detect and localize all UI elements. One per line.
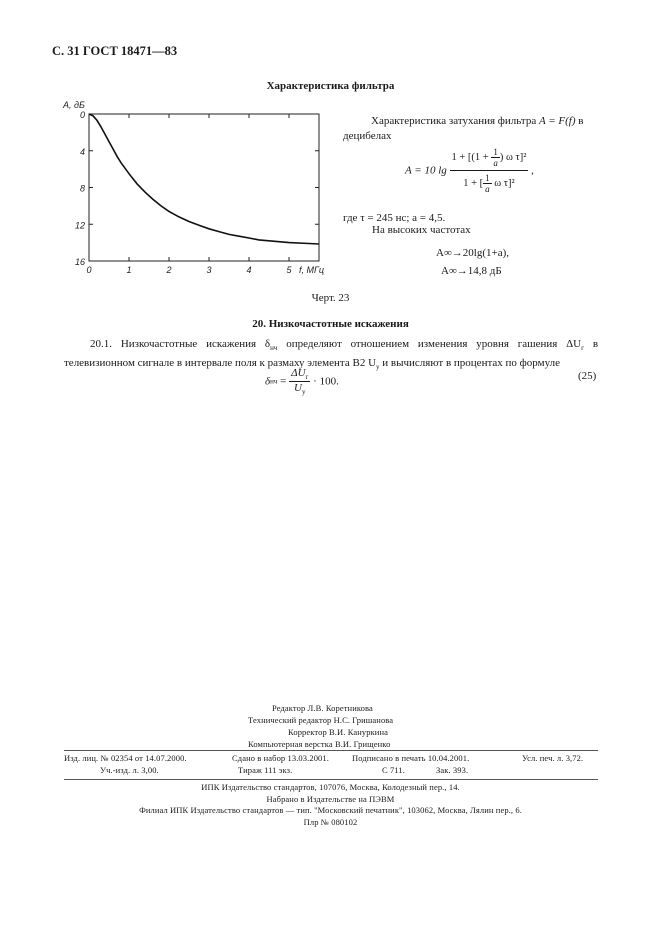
x-tick-label: 0 (86, 265, 92, 275)
y-axis-label: A, дБ (63, 100, 85, 110)
y-tick-label: 0 (79, 110, 85, 120)
section-title-filter: Характеристика фильтра (266, 80, 395, 92)
formula-lhs: A = 10 lg (405, 164, 447, 177)
x-tick-label: 4 (246, 265, 252, 275)
paragraph-20-1: 20.1. Низкочастотные искажения $\delta_{нч}$ определяют отношением изменения уровня гашения $\Delta U_г$ в телевизионном сигнале в интервале поля к размаху элемента В2 $U_у$ и вычисляют в процентах по формуле (64, 338, 599, 372)
equation-number: (25) (578, 370, 597, 382)
figure-caption: Черт. 23 (311, 292, 350, 304)
editor-line: Редактор Л.В. Коретникова (272, 703, 373, 713)
filter-description: Характеристика затухания фильтра A = F(f) в децибелах (343, 115, 584, 142)
limit-1: A∞→20lg(1+a), (436, 247, 510, 259)
y-tick-label: 16 (74, 257, 85, 267)
hf-text: На высоких частотах (372, 224, 471, 236)
section-title-20: 20. Низкочастотные искажения (252, 318, 409, 330)
editor-line: Корректор В.И. Кануркина (288, 727, 388, 737)
x-axis-label: f, МГц (299, 265, 325, 275)
x-tick-label: 2 (166, 265, 172, 275)
where-text: где τ = 245 нс; a = 4,5. (343, 212, 446, 224)
formula-25: δнч = $\frac{\Delta U_г}{U_у}$ · 100. (265, 367, 339, 397)
filter-formula: A = 10 lg 1 + [(1 + $\frac{1}{a}$ ) ω τ]² 1 + [ $\frac{1}{a}$ ω τ]² , (405, 147, 534, 194)
attenuation-chart (58, 96, 330, 282)
filter-description-text: Характеристика затухания фильтра (371, 115, 537, 127)
y-tick-label: 12 (74, 220, 85, 231)
page-header: С. 31 ГОСТ 18471—83 (52, 44, 178, 58)
limit-2: A∞→14,8 дБ (441, 265, 502, 277)
y-tick-label: 8 (79, 183, 85, 194)
divider (64, 779, 598, 780)
x-tick-label: 1 (126, 265, 132, 275)
editors-block (248, 702, 393, 750)
x-tick-label: 3 (206, 265, 212, 275)
editor-line: Компьютерная верстка В.И. Грищенко (248, 739, 391, 749)
editor-line: Технический редактор Н.С. Гришанова (248, 715, 394, 725)
publisher-block: ИПК Издательство стандартов, 107076, Москва, Колодезный пер., 14. Набрано в Издательстве на ПЭВМ Филиал ИПК Издательство стандартов — тип. "Московский печатник", 103062, Москва, Лялин пер., 6. Плр № 080102 (139, 782, 522, 827)
plot-frame (89, 114, 319, 261)
x-tick-label: 5 (286, 265, 292, 275)
divider (64, 750, 598, 751)
attenuation-curve (89, 114, 319, 244)
y-tick-label: 4 (79, 146, 85, 157)
